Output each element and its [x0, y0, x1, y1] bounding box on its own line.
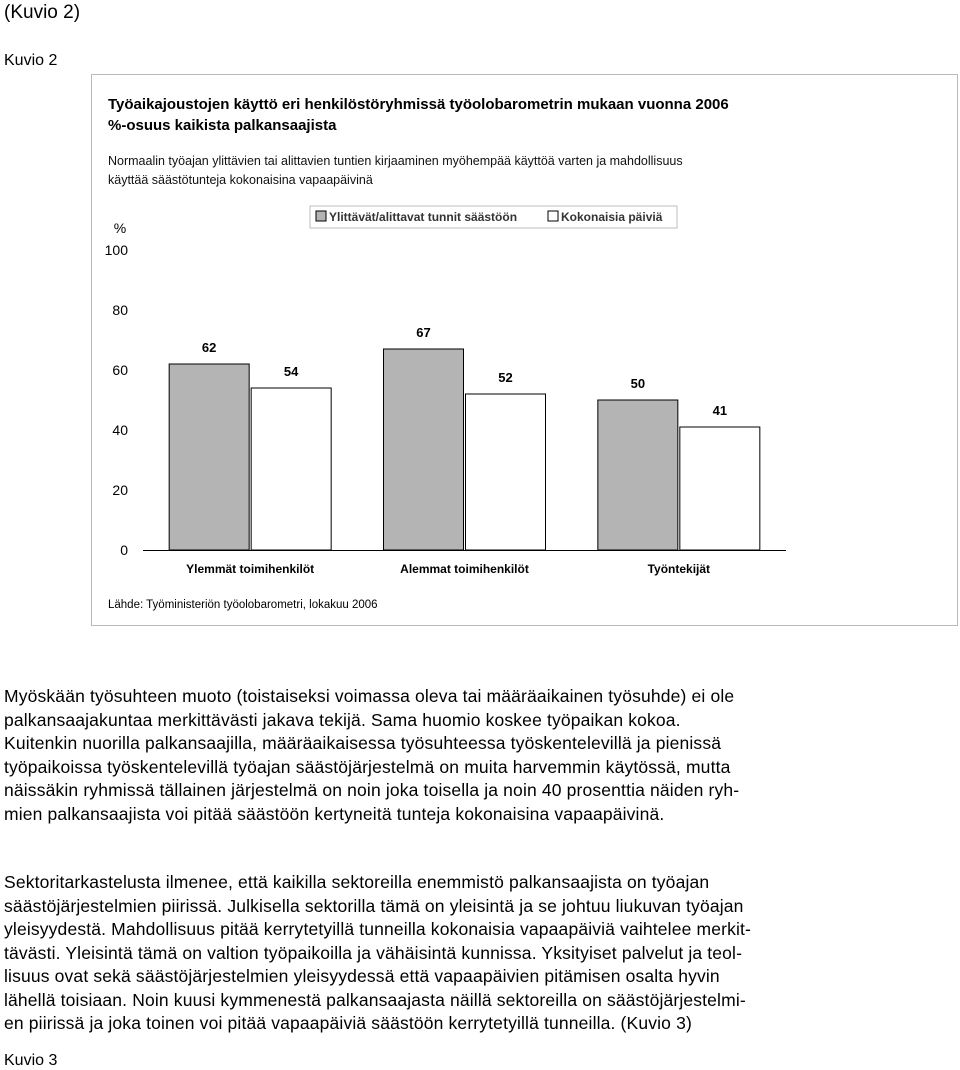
y-tick-label: 40: [112, 422, 128, 438]
bar-saved-hours: [169, 364, 249, 550]
page-header: (Kuvio 2): [4, 2, 81, 23]
chart-subtitle-line-2: käyttää säästötunteja kokonaisina vapaapäivinä: [108, 173, 373, 187]
bar-full-days: [251, 388, 331, 550]
chart-title-line-1: Työaikajoustojen käyttö eri henkilöstöryhmissä työolobarometrin mukaan vuonna 2006: [108, 96, 729, 113]
y-tick-label: 80: [112, 302, 128, 318]
bar-saved-hours: [384, 349, 464, 550]
legend-label: Kokonaisia päiviä: [561, 210, 663, 224]
chart-subtitle-line-1: Normaalin työajan ylittävien tai alittavien tuntien kirjaaminen myöhempää käyttöä varten ja mahdollisuus: [108, 154, 683, 168]
y-tick-label: 100: [104, 242, 128, 258]
data-label: 67: [416, 325, 431, 340]
legend-label: Ylittävät/alittavat tunnit säästöön: [329, 210, 518, 224]
data-label: 52: [498, 370, 513, 385]
data-label: 41: [712, 403, 728, 418]
y-axis-unit-label: %: [113, 220, 127, 236]
x-category-label: Työntekijät: [647, 562, 711, 576]
body-paragraph-2: Sektoritarkastelusta ilmenee, että kaikilla sektoreilla enemmistö palkansaajista on työajan säästöjärjestelmien piirissä. Julkisella sektorilla tämä on yleisintä ja se johtuu liukuvan työajan yleisyydestä. Mahdollisuus pitää kerrytetyillä tunneilla kokonaisia vapaapäiviä vaihtelee merkit- tävästi. Yleisintä tämä on valtion työpaikoilla ja vähäisintä kunnissa. Yksityiset palvelut ja teol- lisuus ovat sekä säästöjärjestelmien yleisyydessä että vapaapäivien pitämisen osalta hyvin lähellä toisiaan. Noin kuusi kymmenestä palkansaajasta näillä sektoreilla on säästöjärjestelmi- en piirissä ja joka toinen voi pitää vapaapäiviä säästöön kerrytetyillä tunneilla. (Kuvio 3): [4, 872, 752, 1033]
bar-saved-hours: [598, 400, 678, 550]
next-figure-caption: Kuvio 3: [4, 1052, 58, 1069]
data-label: 50: [630, 376, 646, 391]
legend-swatch-saved-hours: [316, 211, 326, 221]
bar-full-days: [680, 427, 760, 550]
data-label: 54: [283, 364, 299, 379]
data-label: 62: [201, 340, 217, 355]
x-category-label: Ylemmät toimihenkilöt: [186, 562, 315, 576]
chart-title-line-2: %-osuus kaikista palkansaajista: [108, 117, 337, 134]
bar-full-days: [466, 394, 546, 550]
legend-swatch-full-days: [548, 211, 558, 221]
y-tick-label: 20: [112, 482, 128, 498]
y-tick-label: 0: [120, 542, 128, 558]
body-paragraph-1: Myöskään työsuhteen muoto (toistaiseksi voimassa oleva tai määräaikainen työsuhde) ei ole palkansaajakuntaa merkittävästi jakava tekijä. Sama huomio koskee työpaikan kokoa. Kuitenkin nuorilla palkansaajilla, määräaikaisessa työsuhteessa työskentelevillä ja pienissä työpaikoissa työskentelevillä työajan säästöjärjestelmä on muita harvemmin käytössä, mutta näissäkin ryhmissä tällainen järjestelmä on noin joka toisella ja noin 40 prosenttia näiden ryh- mien palkansaajista voi pitää säästöön kertyneitä tunteja kokonaisina vapaapäivinä.: [4, 686, 740, 824]
figure-caption: Kuvio 2: [4, 52, 58, 69]
chart-source-note: Lähde: Työministeriön työolobarometri, lokakuu 2006: [108, 599, 378, 611]
y-tick-label: 60: [112, 362, 128, 378]
x-category-label: Alemmat toimihenkilöt: [400, 562, 529, 576]
